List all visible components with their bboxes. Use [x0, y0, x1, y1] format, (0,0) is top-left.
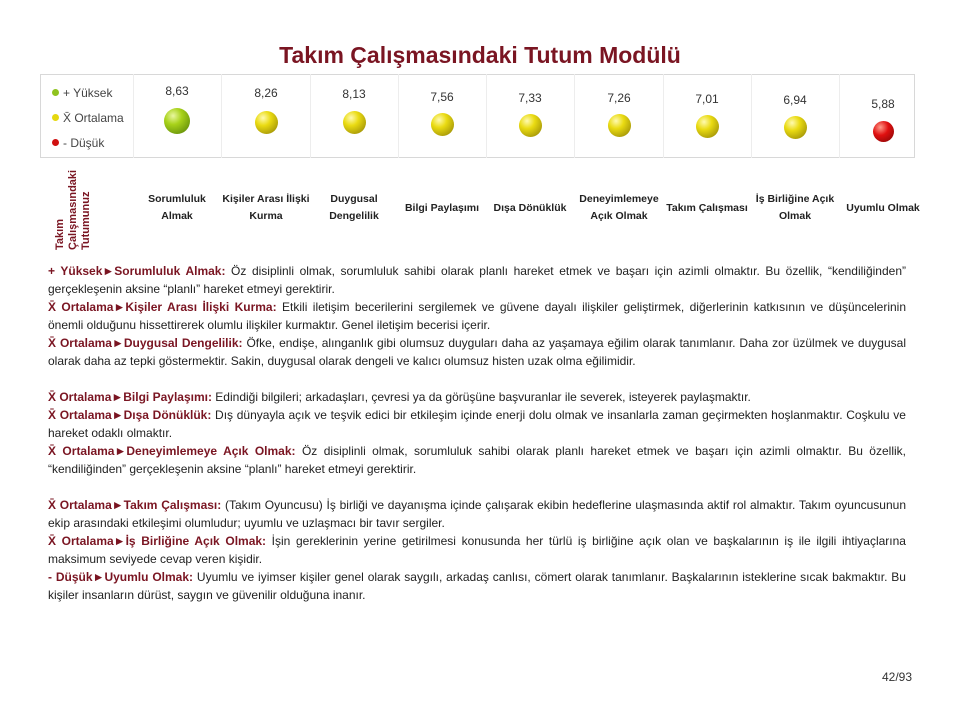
- legend: [52, 80, 124, 155]
- score-ball-low: [873, 121, 894, 142]
- spacer: [48, 478, 906, 496]
- score-value: 7,01: [695, 92, 719, 106]
- side-label: [40, 160, 100, 256]
- score-value: 8,13: [342, 87, 366, 101]
- description-level: X̄ Ortalama: [48, 300, 114, 314]
- description-text: (Takım Oyuncusu) İş birliği ve dayanışma içinde çalışarak ekibin hedeflerine ulaşmasında aktif rol almaktır. Takım oyuncusunun ekip arasındaki etkileşimi olumludur; uyumlu ve uzlaşmacı bir tavır sergiler.: [48, 498, 906, 530]
- arrow-icon: ►: [111, 408, 124, 422]
- score-value: 6,94: [783, 93, 807, 107]
- score-ball-avg: [431, 113, 454, 136]
- legend-label-avg: X̄ Ortalama: [63, 110, 124, 125]
- arrow-icon: ►: [111, 390, 124, 404]
- arrow-icon: ►: [102, 264, 115, 278]
- description-text: Öz disiplinli olmak, sorumluluk sahibi olarak planlı hareket etmek ve başarı için azimli olmaktır. Bu özellik, “kendiliğinden” gerçekleşenin aksine “planlı” hareket etmeyi gerektirir.: [48, 444, 906, 476]
- green-dot-icon: [52, 89, 59, 96]
- page-title: Takım Çalışmasındaki Tutum Modülü: [279, 42, 681, 68]
- description-level: X̄ Ortalama: [48, 390, 112, 404]
- description-level: X̄ Ortalama: [48, 498, 112, 512]
- side-label-text: Takım Çalışmasındaki Tutumunuz: [54, 169, 92, 250]
- arrow-icon: ►: [92, 570, 105, 584]
- dimension-label: Kişiler Arası İlişki Kurma: [222, 193, 310, 222]
- arrow-icon: ►: [114, 444, 127, 458]
- description-name: Sorumluluk Almak:: [114, 264, 226, 278]
- score-value: 8,26: [254, 86, 278, 100]
- grid-line: [663, 74, 664, 158]
- description-level: X̄ Ortalama: [48, 408, 112, 422]
- description-text: Öz disiplinli olmak, sorumluluk sahibi olarak planlı hareket etmek ve başarı için azimli olmaktır. Bu özellik, “kendiliğinden” gerçekleşenin aksine “planlı” hareket etmeyi gerektirir.: [48, 264, 906, 296]
- spacer: [48, 370, 906, 388]
- description-paragraph: [48, 388, 906, 406]
- description-level: + Yüksek: [48, 264, 103, 278]
- descriptions: [48, 262, 906, 604]
- yellow-dot-icon: [52, 114, 59, 121]
- dimension-label: Duygusal Dengelilik: [329, 193, 379, 222]
- score-value: 5,88: [871, 97, 895, 111]
- description-paragraph: [48, 334, 906, 370]
- legend-item-low: [52, 130, 124, 155]
- description-name: Dışa Dönüklük:: [123, 408, 212, 422]
- score-ball-avg: [608, 114, 631, 137]
- description-name: Deneyimlemeye Açık Olmak:: [126, 444, 296, 458]
- dimension-label: Bilgi Paylaşımı: [404, 201, 480, 214]
- dimension-label: Deneyimlemeye Açık Olmak: [579, 193, 659, 222]
- score-ball-avg: [343, 111, 366, 134]
- page-number: 42/93: [881, 670, 912, 684]
- description-text: İşin gereklerinin yerine getirilmesi konusunda her türlü iş birliğine açık olan ve başkalarının iş ile ilgili ihtiyaçlarına maksimum seviyede cevap veren kişidir.: [48, 534, 906, 566]
- score-value: 8,63: [165, 84, 189, 98]
- legend-item-high: [52, 80, 124, 105]
- description-name: Duygusal Dengelilik:: [123, 336, 243, 350]
- score-value: 7,33: [518, 91, 542, 105]
- description-text: Öfke, endişe, alınganlık gibi olumsuz duyguları daha az yaşamaya eğilim olarak tanımlanır. Daha zor üzülmek ve duygusal olarak daha az tepki göstermektir. Sakin, duygusal olarak dengeli ve kalıcı olumsuz histen uzak olma eğilimidir.: [48, 336, 906, 368]
- description-paragraph: [48, 442, 906, 478]
- red-dot-icon: [52, 139, 59, 146]
- score-ball-avg: [784, 116, 807, 139]
- score-ball-avg: [255, 111, 278, 134]
- description-level: - Düşük: [48, 570, 93, 584]
- arrow-icon: ►: [111, 498, 124, 512]
- grid-line: [751, 74, 752, 158]
- description-text: Dış dünyayla açık ve teşvik edici bir etkileşim içinde enerji dolu olmak ve insanlarla zaman geçirmekten hoşlanmaktır. Coşkulu ve hareket odaklı olmaktır.: [48, 408, 906, 440]
- dimension-label: Sorumluluk Almak: [148, 193, 206, 222]
- description-paragraph: [48, 568, 906, 604]
- dimension-label: Uyumlu Olmak: [846, 201, 920, 214]
- description-name: Uyumlu Olmak:: [104, 570, 194, 584]
- description-paragraph: [48, 406, 906, 442]
- grid-line: [398, 74, 399, 158]
- arrow-icon: ►: [111, 336, 124, 350]
- dimension-label: İş Birliğine Açık Olmak: [755, 193, 835, 222]
- score-ball-avg: [519, 114, 542, 137]
- dimension-label: Dışa Dönüklük: [493, 201, 567, 214]
- legend-item-avg: [52, 105, 124, 130]
- grid-line: [133, 74, 134, 158]
- description-name: Takım Çalışması:: [123, 498, 222, 512]
- description-level: X̄ Ortalama: [48, 336, 112, 350]
- description-name: İş Birliğine Açık Olmak:: [125, 534, 267, 548]
- grid-line: [574, 74, 575, 158]
- description-text: Uyumlu ve iyimser kişiler genel olarak saygılı, arkadaş canlısı, cömert olarak tanımlanır. Başkalarının isteklerine sıcak bakmaktır. Bu kişiler insanların dürüst, saygın ve güvenilir olduğuna inanır.: [48, 570, 906, 602]
- dimension-label: Takım Çalışması: [666, 201, 748, 214]
- description-text: Etkili iletişim becerilerini sergilemek ve güvene dayalı ilişkiler geliştirmek, diğerlerinin katkısının ve düşüncelerinin önemli olduğunu hissettirerek olumlu ilişkiler kurmaktır. Genel iletişim becerisi içerir.: [48, 300, 907, 332]
- description-level: X̄ Ortalama: [48, 534, 114, 548]
- arrow-icon: ►: [113, 300, 126, 314]
- description-level: X̄ Ortalama: [48, 444, 115, 458]
- grid-line: [486, 74, 487, 158]
- description-paragraph: [48, 298, 906, 334]
- legend-label-high: + Yüksek: [63, 85, 113, 100]
- score-ball-avg: [696, 115, 719, 138]
- legend-label-low: - Düşük: [63, 135, 105, 150]
- description-paragraph: [48, 532, 906, 568]
- description-paragraph: [48, 496, 906, 532]
- description-text: Edindiği bilgileri; arkadaşları, çevresi ya da görüşüne başvuranlar ile severek, isteyerek paylaşmaktır.: [211, 390, 751, 404]
- description-name: Kişiler Arası İlişki Kurma:: [125, 300, 277, 314]
- score-value: 7,26: [607, 91, 631, 105]
- description-paragraph: [48, 262, 906, 298]
- description-name: Bilgi Paylaşımı:: [123, 390, 212, 404]
- score-value: 7,56: [430, 90, 454, 104]
- grid-line: [839, 74, 840, 158]
- grid-line: [221, 74, 222, 158]
- score-ball-high: [164, 108, 190, 134]
- grid-line: [310, 74, 311, 158]
- arrow-icon: ►: [113, 534, 126, 548]
